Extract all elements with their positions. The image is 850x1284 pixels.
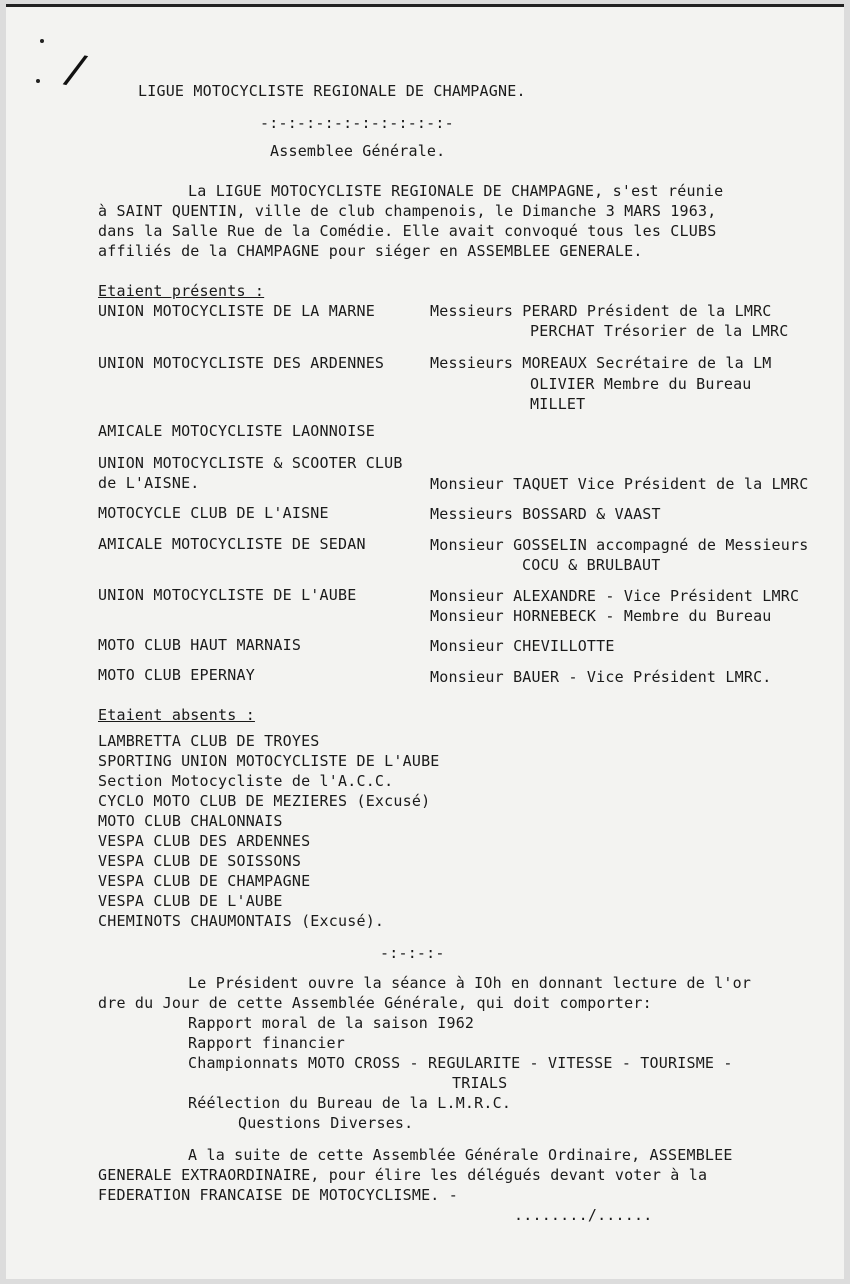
present-rep: OLIVIER Membre du Bureau bbox=[530, 375, 752, 393]
present-club: MOTO CLUB HAUT MARNAIS bbox=[98, 636, 302, 654]
agenda-intro: Le Président ouvre la séance à IOh en donnant lecture de l'or bbox=[188, 974, 752, 992]
subtitle: Assemblee Générale. bbox=[270, 142, 446, 160]
agenda-item: Rapport moral de la saison I962 bbox=[188, 1014, 475, 1032]
present-rep: COCU & BRULBAUT bbox=[522, 556, 661, 574]
agenda-item: Championnats MOTO CROSS - REGULARITE - VITESSE - TOURISME - bbox=[188, 1054, 733, 1072]
present-club: UNION MOTOCYCLISTE DES ARDENNES bbox=[98, 354, 385, 372]
absent-item: MOTO CLUB CHALONNAIS bbox=[98, 812, 283, 830]
agenda-item: Rapport financier bbox=[188, 1034, 345, 1052]
absent-heading: Etaient absents : bbox=[98, 706, 255, 724]
separator: -:-:-:-:-:-:-:-:-:-:- bbox=[260, 114, 454, 132]
absent-item: SPORTING UNION MOTOCYCLISTE DE L'AUBE bbox=[98, 752, 440, 770]
absent-item: VESPA CLUB DE SOISSONS bbox=[98, 852, 302, 870]
present-rep: Messieurs MOREAUX Secrétaire de la LM bbox=[430, 354, 772, 372]
absent-item: VESPA CLUB DE L'AUBE bbox=[98, 892, 283, 910]
document-title: LIGUE MOTOCYCLISTE REGIONALE DE CHAMPAGNE. bbox=[138, 82, 526, 100]
present-rep: MILLET bbox=[530, 395, 586, 413]
agenda-item: Réélection du Bureau de la L.M.R.C. bbox=[188, 1094, 512, 1112]
closing-line: GENERALE EXTRAORDINAIRE, pour élire les délégués devant voter à la bbox=[98, 1166, 708, 1184]
punch-dot bbox=[40, 39, 44, 43]
document-page bbox=[6, 4, 844, 1279]
present-rep: Monsieur CHEVILLOTTE bbox=[430, 637, 615, 655]
intro-line: La LIGUE MOTOCYCLISTE REGIONALE DE CHAMPAGNE, s'est réunie bbox=[188, 182, 724, 200]
intro-line: affiliés de la CHAMPAGNE pour siéger en ASSEMBLEE GENERALE. bbox=[98, 242, 643, 260]
absent-item: CYCLO MOTO CLUB DE MEZIERES (Excusé) bbox=[98, 792, 431, 810]
present-rep: Monsieur HORNEBECK - Membre du Bureau bbox=[430, 607, 772, 625]
present-club: MOTOCYCLE CLUB DE L'AISNE bbox=[98, 504, 329, 522]
present-rep: Messieurs BOSSARD & VAAST bbox=[430, 505, 661, 523]
closing-line: A la suite de cette Assemblée Générale Ordinaire, ASSEMBLEE bbox=[188, 1146, 733, 1164]
agenda-intro: dre du Jour de cette Assemblée Générale, qui doit comporter: bbox=[98, 994, 652, 1012]
absent-item: Section Motocycliste de l'A.C.C. bbox=[98, 772, 394, 790]
punch-dot bbox=[36, 79, 40, 83]
present-club: AMICALE MOTOCYCLISTE LAONNOISE bbox=[98, 422, 375, 440]
present-club: UNION MOTOCYCLISTE & SCOOTER CLUB bbox=[98, 454, 403, 472]
absent-item: CHEMINOTS CHAUMONTAIS (Excusé). bbox=[98, 912, 385, 930]
present-club: UNION MOTOCYCLISTE DE L'AUBE bbox=[98, 586, 357, 604]
separator: -:-:-:- bbox=[380, 944, 445, 962]
present-club: MOTO CLUB EPERNAY bbox=[98, 666, 255, 684]
present-rep: Messieurs PERARD Président de la LMRC bbox=[430, 302, 772, 320]
absent-item: VESPA CLUB DES ARDENNES bbox=[98, 832, 311, 850]
absent-item: VESPA CLUB DE CHAMPAGNE bbox=[98, 872, 311, 890]
present-rep: Monsieur TAQUET Vice Président de la LMRC bbox=[430, 475, 809, 493]
present-rep: PERCHAT Trésorier de la LMRC bbox=[530, 322, 789, 340]
absent-item: LAMBRETTA CLUB DE TROYES bbox=[98, 732, 320, 750]
present-rep: Monsieur GOSSELIN accompagné de Messieurs bbox=[430, 536, 809, 554]
intro-line: à SAINT QUENTIN, ville de club champenois, le Dimanche 3 MARS 1963, bbox=[98, 202, 717, 220]
agenda-item: TRIALS bbox=[452, 1074, 508, 1092]
closing-line: FEDERATION FRANCAISE DE MOTOCYCLISME. - bbox=[98, 1186, 458, 1204]
present-club: de L'AISNE. bbox=[98, 474, 200, 492]
continuation-mark: ......../...... bbox=[514, 1206, 653, 1224]
pen-mark: / bbox=[59, 44, 93, 96]
intro-line: dans la Salle Rue de la Comédie. Elle avait convoqué tous les CLUBS bbox=[98, 222, 717, 240]
present-rep: Monsieur ALEXANDRE - Vice Président LMRC bbox=[430, 587, 800, 605]
agenda-item: Questions Diverses. bbox=[238, 1114, 414, 1132]
present-club: UNION MOTOCYCLISTE DE LA MARNE bbox=[98, 302, 375, 320]
present-heading: Etaient présents : bbox=[98, 282, 265, 300]
present-club: AMICALE MOTOCYCLISTE DE SEDAN bbox=[98, 535, 366, 553]
present-rep: Monsieur BAUER - Vice Président LMRC. bbox=[430, 668, 772, 686]
